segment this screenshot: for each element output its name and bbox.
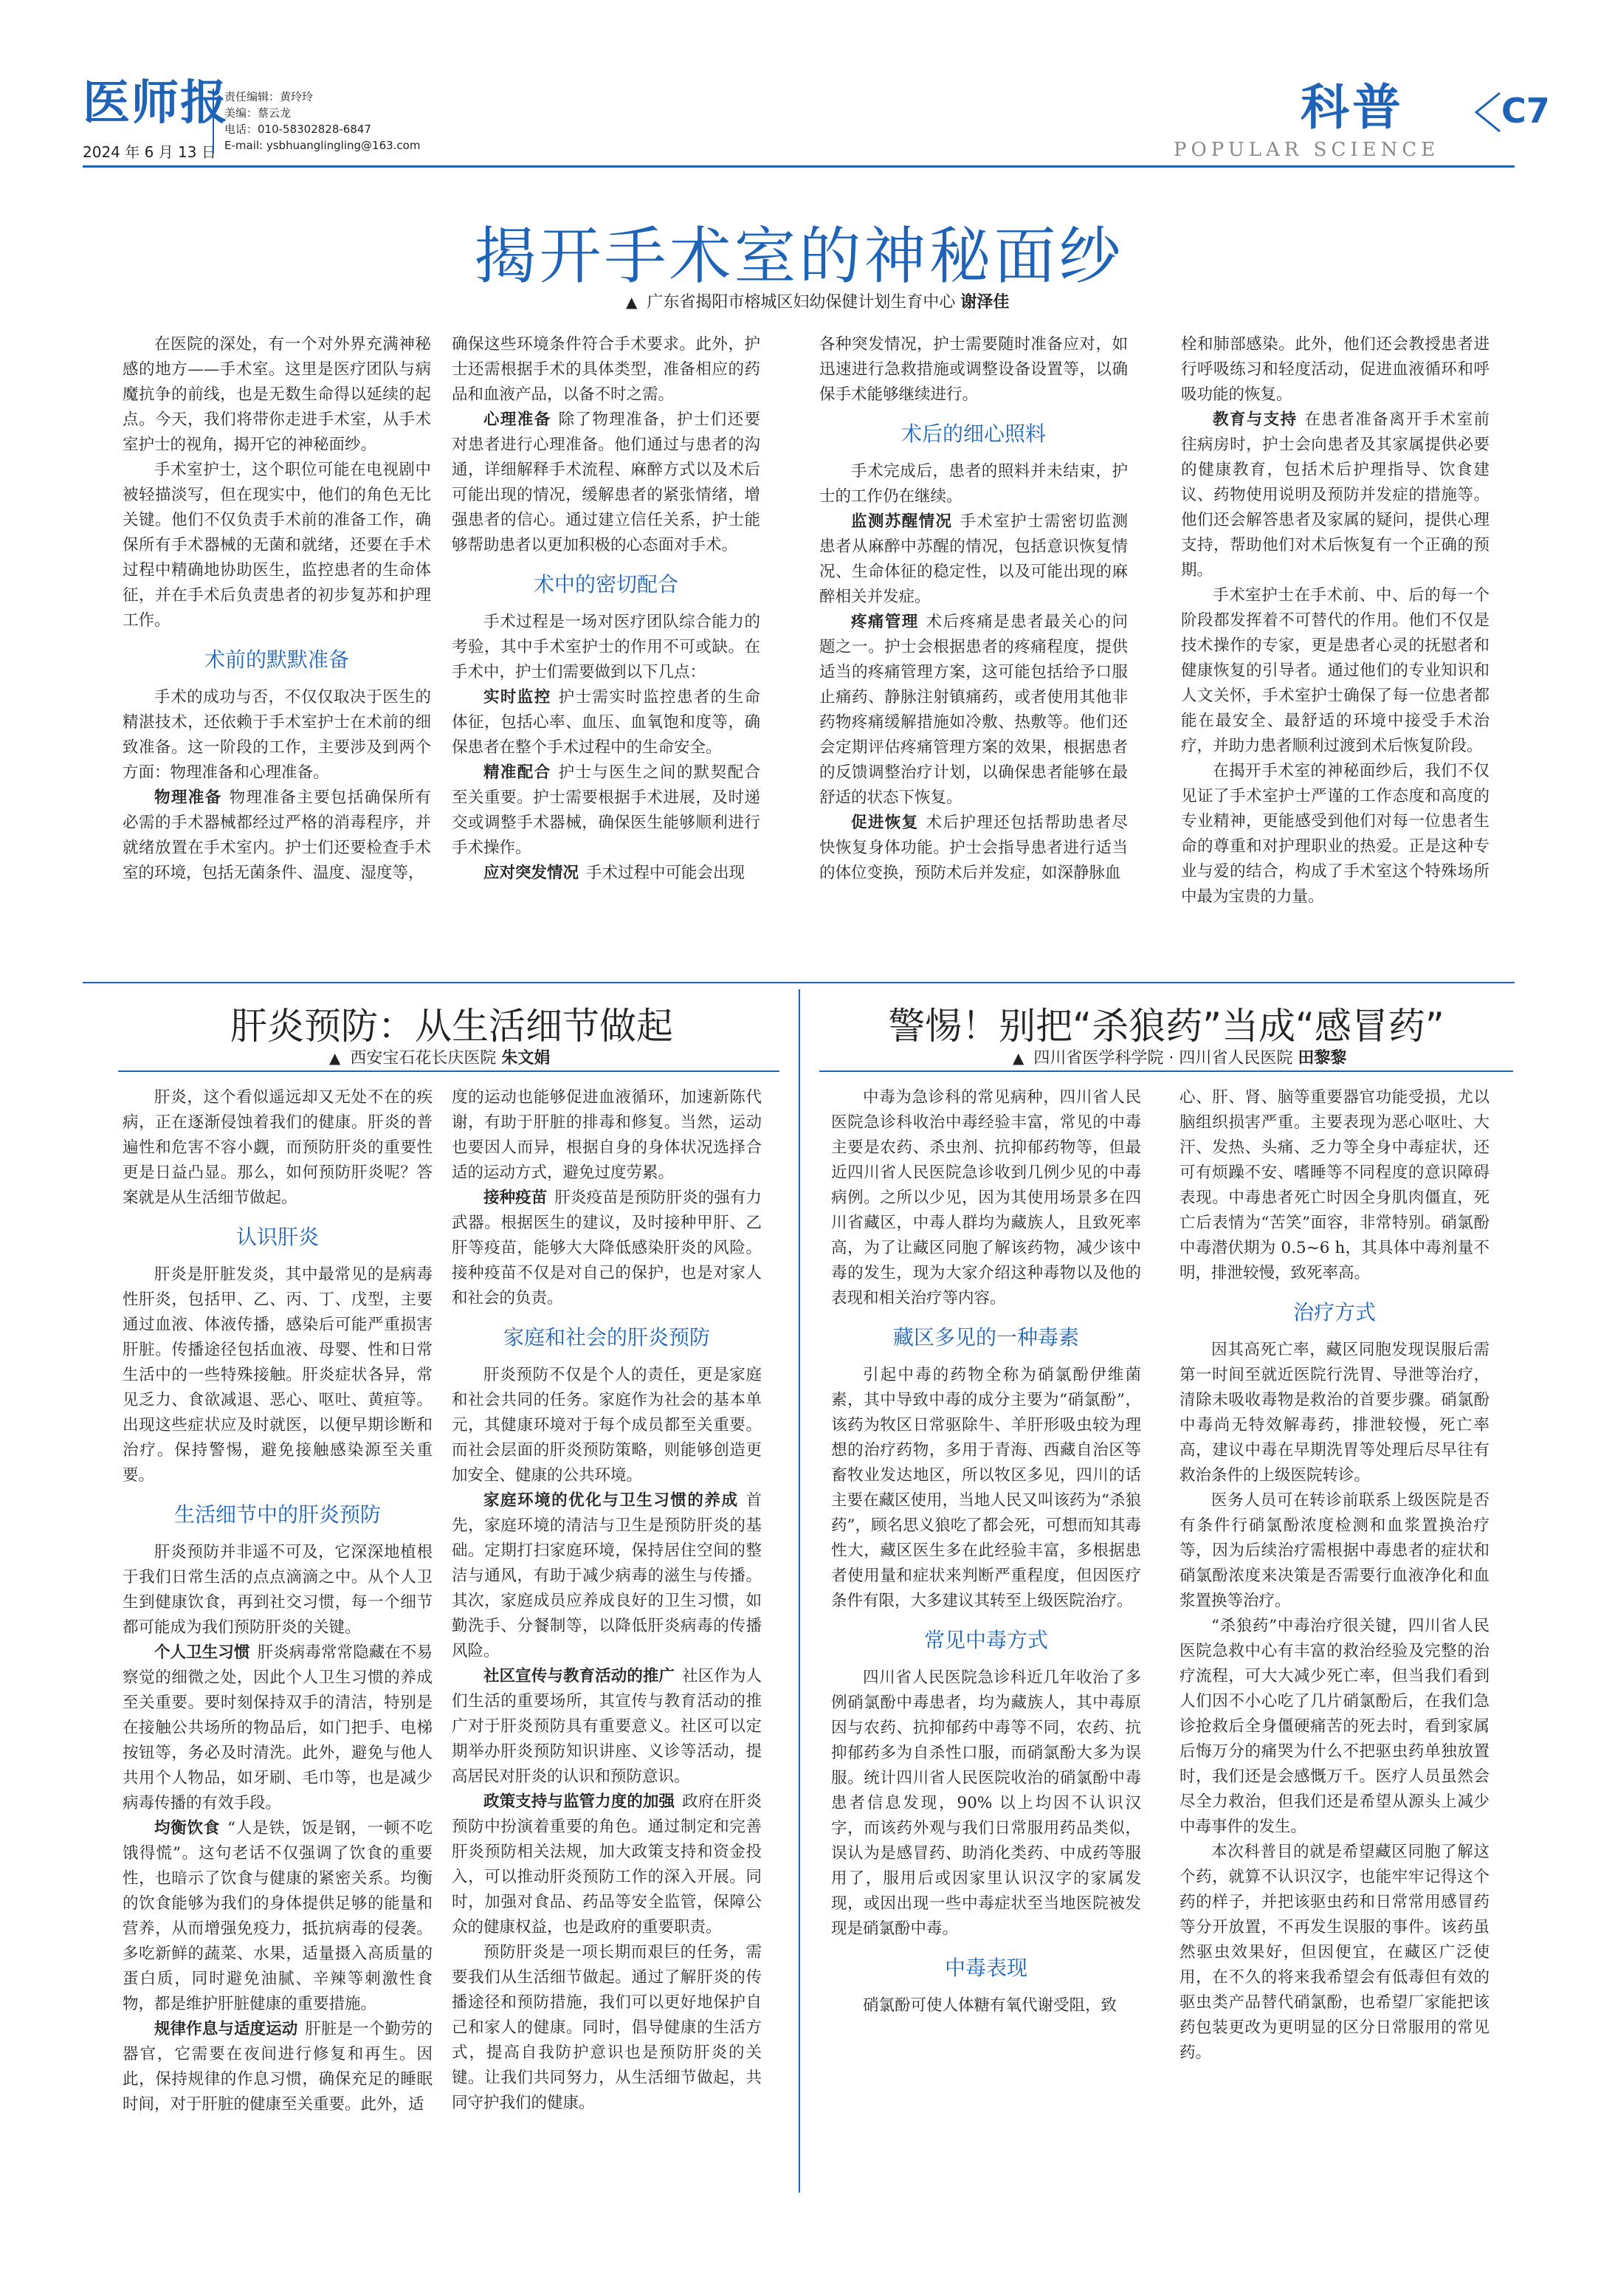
paragraph <box>819 459 1128 509</box>
lead-in: 规律作息与适度运动 <box>154 2020 298 2038</box>
lead-in: 监测苏醒情况 <box>851 512 953 531</box>
section-name: 科普 <box>1301 79 1404 136</box>
paragraph <box>452 408 760 558</box>
paragraph-text: 度的运动也能够促进血液循环，加速新陈代谢，有助于肝脏的排毒和修复。当然，运动也要因人而异，根据自身的身体状况选择合适的运动方式，避免过度劳累。 <box>452 1088 762 1182</box>
paragraph-text: 栓和肺部感染。此外，他们还会教授患者进行呼吸练习和轻度活动，促进血液循环和呼吸功能的恢复。 <box>1181 335 1489 404</box>
paragraph <box>452 1940 762 2116</box>
paragraph-text: 四川省人民医院急诊科近几年收治了多例硝氯酚中毒患者，均为藏族人，其中毒原因与农药、抗抑郁药中毒等不同，农药、抗抑郁药多为自杀性口服，而硝氯酚大多为误服。统计四川省人民医院收治的硝氯酚中毒患者信息发现，90% 以上均因不认识汉字，而该药外观与我们日常服用药品类似，误认为是感冒药、助消化类药、中成药等服用了，服用后或因家里认识汉字的家属发现，或因出现一些中毒症状至当地医院被发现是硝氯酚中毒。 <box>831 1668 1141 1938</box>
paragraph <box>123 2017 433 2117</box>
lead-in: 精准配合 <box>483 763 551 782</box>
paragraph-text: 各种突发情况，护士需要随时准备应对，如迅速进行急救措施或调整设备设置等，以确保手术能够继续进行。 <box>819 335 1128 404</box>
paragraph <box>819 811 1128 886</box>
section-name-en: POPULAR SCIENCE <box>1174 139 1440 161</box>
paragraph-text: 护士与医生之间的默契配合至关重要。护士需要根据手术进展，及时递交或调整手术器械，确保医生能够顺利进行手术操作。 <box>452 763 760 857</box>
paragraph <box>123 1816 433 2017</box>
paragraph-text: 心、肝、肾、脑等重要器官功能受损，尤以脑组织损害严重。主要表现为恶心呕吐、大汗、发热、头痛、乏力等全身中毒症状，还可有烦躁不安、嗜睡等不同程度的意识障碍表现。中毒患者死亡时因全身肌肉僵直，死亡后表情为“苦笑”面容，非常特别。硝氯酚中毒潜伏期为 0.5~6 h，其具体中毒剂量不明，排泄较慢，致死率高。 <box>1179 1088 1489 1282</box>
article3-column-2 <box>1179 1085 1489 2215</box>
paragraph-text: 肝炎预防并非遥不可及，它深深地植根于我们日常生活的点点滴滴之中。从个人卫生到健康饮食，再到社交习惯，每一个细节都可能成为我们预防肝炎的关键。 <box>123 1543 433 1637</box>
paragraph-text: 肝炎是肝脏发炎，其中最常见的是病毒性肝炎，包括甲、乙、丙、丁、戊型，主要通过血液、体液传播，感染后可能严重损害肝脏。传播途径包括血液、母婴、性和日常生活中的一些特殊接触。肝炎症状各异，常见乏力、食欲减退、恶心、呕吐、黄疸等。出现这些症状应及时就医，以便早期诊断和治疗。保持警惕，避免接触感染源至关重要。 <box>123 1265 433 1485</box>
paragraph <box>452 1363 762 1488</box>
paragraph <box>452 760 760 861</box>
paragraph-text: 中毒为急诊科的常见病种，四川省人民医院急诊科收治中毒经验丰富，常见的中毒主要是农药、杀虫剂、抗抑郁药物等，但最近四川省人民医院急诊收到几例少见的中毒病例。之所以少见，因为其使用场景多在四川省藏区，中毒人群均为藏族人，且致死率高，为了让藏区同胞了解该药物，减少该中毒的发生，现为大家介绍这种毒物以及他的表现和相关治疗等内容。 <box>831 1088 1141 1307</box>
paragraph-text: 社区作为人们生活的重要场所，其宣传与教育活动的推广对于肝炎预防具有重要意义。社区可以定期举办肝炎预防知识讲座、义诊等活动，提高居民对肝炎的认识和预防意识。 <box>452 1667 762 1786</box>
masthead <box>83 74 1550 162</box>
article1-byline <box>626 289 1009 312</box>
triangle-icon: ▲ <box>1013 1049 1024 1067</box>
page-number: C7 <box>1501 91 1550 131</box>
paragraph <box>831 1666 1141 1942</box>
lead-in: 物理准备 <box>154 788 222 807</box>
paragraph-text: “杀狼药”中毒治疗很关键，四川省人民医院急救中心有丰富的救治经验及完整的治疗流程，可大大减少死亡率，但当我们看到人们因不小心吃了几片硝氯酚后，在我们急诊抢救后全身僵硬痛苦的死去时，看到家属后悔万分的痛哭为什么不把驱虫药单独放置时，我们还是会感慨万千。医疗人员虽然会尽全力救治，但我们还是希望从源头上减少中毒事件的发生。 <box>1179 1617 1489 1836</box>
header-rule <box>83 165 1515 168</box>
paragraph <box>123 1640 433 1816</box>
lead-in: 疼痛管理 <box>851 613 919 631</box>
paragraph-text: 医务人员可在转诊前联系上级医院是否有条件行硝氯酚浓度检测和血浆置换治疗等，因为后续治疗需根据中毒患者的症状和硝氯酚浓度来决策是否需要行血液净化和血浆置换等治疗。 <box>1179 1491 1489 1610</box>
paragraph <box>123 685 431 786</box>
paragraph-text: 手术的成功与否，不仅仅取决于医生的精湛技术，还依赖于手术室护士在术前的细致准备。这一阶段的工作，主要涉及到两个方面：物理准备和心理准备。 <box>123 688 431 782</box>
paragraph-text: 手术室护士，这个职位可能在电视剧中被轻描淡写，但在现实中，他们的角色无比关键。他们不仅负责手术前的准备工作，确保所有手术器械的无菌和就绪，还要在手术过程中精确地协助医生，监控患者的生命体征，并在手术后负责患者的初步复苏和护理工作。 <box>123 461 431 630</box>
article2-byline <box>329 1045 550 1068</box>
paragraph <box>452 861 760 886</box>
article2-column-2 <box>452 1085 762 2215</box>
paragraph-text: 护士需实时监控患者的生命体征，包括心率、血压、血氧饱和度等，确保患者在整个手术过程中的生命安全。 <box>452 688 760 757</box>
paragraph <box>1179 1338 1489 1488</box>
paragraph <box>831 1085 1141 1311</box>
paragraph <box>452 685 760 760</box>
paragraph <box>1181 408 1489 583</box>
paragraph <box>452 610 760 685</box>
paragraph <box>123 458 431 633</box>
byline-org: 广东省揭阳市榕城区妇幼保健计划生育中心 <box>647 293 956 312</box>
byline-org: 西安宝石花长庆医院 <box>350 1049 497 1068</box>
paragraph-text: 引起中毒的药物全称为硝氯酚伊维菌素，其中导致中毒的成分主要为“硝氯酚”，该药为牧区日常驱除牛、羊肝形吸虫较为理想的治疗药物，多用于青海、西藏自治区等畜牧业发达地区，所以牧区多见，四川的话主要在藏区使用，当地人民又叫该药为“杀狼药”，顾名思义狼吃了都会死，可想而知其毒性大，藏区医生多在此经验丰富，多根据患者使用量和症状来判断严重程度，但因医疗条件有限，大多建议其转至上级医院治疗。 <box>831 1366 1141 1610</box>
paragraph <box>123 1262 433 1488</box>
article1-column-3 <box>819 332 1128 982</box>
paragraph-text: 肝炎，这个看似遥远却又无处不在的疾病，正在逐渐侵蚀着我们的健康。肝炎的普遍性和危害不容小觑，而预防肝炎的重要性更是日益凸显。那么，如何预防肝炎呢？答案就是从生活细节做起。 <box>123 1088 433 1207</box>
article3-column-1 <box>831 1085 1141 2215</box>
paragraph-text: 手术过程是一场对医疗团队综合能力的考验，其中手术室护士的作用不可或缺。在手术中，护士们需要做到以下几点： <box>452 613 760 681</box>
paragraph <box>452 1186 762 1311</box>
subheading: 治疗方式 <box>1292 1300 1376 1324</box>
paragraph-text: 确保这些环境条件符合手术要求。此外，护士还需根据手术的具体类型，准备相应的药品和血液产品，以备不时之需。 <box>452 335 760 404</box>
subheading: 生活细节中的肝炎预防 <box>173 1502 381 1527</box>
column-divider <box>799 989 800 2193</box>
paragraph-text: 肝炎预防不仅是个人的责任，更是家庭和社会共同的任务。家庭作为社会的基本单元，其健康环境对于每个成员都至关重要。而社会层面的肝炎预防策略，则能够创造更加安全、健康的公共环境。 <box>452 1366 762 1485</box>
paragraph-text: 肝炎疫苗是预防肝炎的强有力武器。根据医生的建议，及时接种甲肝、乙肝等疫苗，能够大大降低感染肝炎的风险。接种疫苗不仅是对自己的保护，也是对家人和社会的负责。 <box>452 1189 762 1307</box>
article1-column-2 <box>452 332 760 982</box>
byline-org: 四川省医学科学院 · 四川省人民医院 <box>1033 1049 1293 1068</box>
paragraph <box>819 332 1128 408</box>
subheading: 术前的默默准备 <box>204 647 349 672</box>
paragraph <box>1181 332 1489 408</box>
paragraph-text: 在医院的深处，有一个对外界充满神秘感的地方——手术室。这里是医疗团队与病魔抗争的前线，也是无数生命得以延续的起点。今天，我们将带你走进手术室，从手术室护士的视角，揭开它的神秘面纱。 <box>123 335 431 454</box>
paragraph <box>1179 1488 1489 1614</box>
lead-in: 家庭环境的优化与卫生习惯的养成 <box>483 1491 739 1510</box>
paragraph <box>452 1664 762 1790</box>
paragraph-text: 手术完成后，患者的照料并未结束，护士的工作仍在继续。 <box>819 462 1128 506</box>
byline-author: 田黎黎 <box>1298 1049 1347 1068</box>
editor-info <box>213 89 420 154</box>
triangle-icon: ▲ <box>626 293 638 311</box>
byline-author: 谢泽佳 <box>960 293 1010 312</box>
paragraph <box>819 509 1128 610</box>
lead-in: 实时监控 <box>483 688 551 707</box>
paragraph <box>452 1488 762 1664</box>
paragraph-text: 物理准备主要包括确保所有必需的手术器械都经过严格的消毒程序，并就绪放置在手术室内。护士们还要检查手术室的环境，包括无菌条件、温度、湿度等， <box>123 788 431 882</box>
paragraph-text: 在患者准备离开手术室前往病房时，护士会向患者及其家属提供必要的健康教育，包括术后护理指导、饮食建议、药物使用说明及预防并发症的措施等。他们还会解答患者及家属的疑问，提供心理支持，帮助他们对术后恢复有一个正确的预期。 <box>1181 410 1489 580</box>
paragraph-text: 手术室护士在手术前、中、后的每一个阶段都发挥着不可替代的作用。他们不仅是技术操作的专家，更是患者心灵的抚慰者和健康恢复的引导者。通过他们的专业知识和人文关怀，手术室护士确保了每一位患者都能在最安全、最舒适的环境中接受手术治疗，并助力患者顺利过渡到术后恢复阶段。 <box>1181 586 1489 755</box>
subheading: 常见中毒方式 <box>923 1628 1048 1652</box>
lead-in: 应对突发情况 <box>483 864 579 882</box>
paragraph-text: 预防肝炎是一项长期而艰巨的任务，需要我们从生活细节做起。通过了解肝炎的传播途径和预防措施，我们可以更好地保护自己和家人的健康。同时，倡导健康的生活方式，提高自我防护意识也是预防肝炎的关键。让我们共同努力，从生活细节做起，共同守护我们的健康。 <box>452 1943 762 2112</box>
lead-in: 个人卫生习惯 <box>154 1643 250 1662</box>
paragraph-text: 因其高死亡率，藏区同胞发现误服后需第一时间至就近医院行洗胃、导泄等治疗，清除未吸收毒物是救治的首要步骤。硝氯酚中毒尚无特效解毒药，排泄较慢，死亡率高，建议中毒在早期洗胃等处理后尽早往有救治条件的上级医院转诊。 <box>1179 1341 1489 1485</box>
email-line: E-mail: ysbhuanglingling@163.com <box>224 139 421 152</box>
paragraph <box>123 1085 433 1211</box>
article1-column-1 <box>123 332 431 982</box>
article3-title-rule <box>819 1070 1513 1072</box>
article1-column-4 <box>1181 332 1489 982</box>
newspaper-logo: 医师报 <box>83 76 229 131</box>
lead-in: 社区宣传与教育活动的推广 <box>483 1667 675 1685</box>
paragraph-text: 本次科普目的就是希望藏区同胞了解这个药，就算不认识汉字，也能牢牢记得这个药的样子，并把该驱虫药和日常常用感冒药等分开放置，不再发生误服的事件。该药虽然驱虫效果好，但因便宜，在藏区广泛使用，在不久的将来我希望会有低毒但有效的驱虫类产品替代硝氯酚，也希望厂家能把该药包装更改为更明显的区分日常服用的常见药。 <box>1179 1843 1489 2062</box>
phone-line: 电话：010-58302828-6847 <box>224 123 371 136</box>
article1-title: 揭开手术室的神秘面纱 <box>474 220 1124 292</box>
paragraph <box>452 1790 762 1940</box>
article3-title: 警惕！别把“杀狼药”当成“感冒药” <box>888 1005 1444 1048</box>
paragraph <box>1179 1085 1489 1286</box>
paragraph-text: 手术室护士需密切监测患者从麻醉中苏醒的情况，包括意识恢复情况、生命体征的稳定性，以及可能出现的麻醉相关并发症。 <box>819 512 1128 606</box>
subheading: 藏区多见的一种毒素 <box>892 1325 1079 1350</box>
article2-title: 肝炎预防：从生活细节做起 <box>230 1005 673 1048</box>
lead-in: 促进恢复 <box>851 814 919 832</box>
paragraph-text: 硝氯酚可使人体糖有氧代谢受阻，致 <box>863 1996 1117 2015</box>
lead-in: 教育与支持 <box>1213 410 1298 429</box>
article3-byline <box>1013 1045 1346 1068</box>
paragraph-text: 术后疼痛是患者最关心的问题之一。护士会根据患者的疼痛程度，提供适当的疼痛管理方案，这可能包括给予口服止痛药、静脉注射镇痛药，或者使用其他非药物疼痛缓解措施如冷敷、热敷等。他们还会定期评估疼痛管理方案的效果，根据患者的反馈调整治疗计划，以确保患者能够在最舒适的状态下恢复。 <box>819 613 1128 807</box>
paragraph-text: 肝炎病毒常常隐藏在不易察觉的细微之处，因此个人卫生习惯的养成至关重要。要时刻保持双手的清洁，特别是在接触公共场所的物品后，如门把手、电梯按钮等，务必及时清洗。此外，避免与他人共用个人物品，如牙刷、毛巾等，也是减少病毒传播的有效手段。 <box>123 1643 433 1812</box>
subheading: 术中的密切配合 <box>533 572 678 597</box>
paragraph <box>452 1085 762 1186</box>
paragraph <box>819 610 1128 811</box>
paragraph <box>1181 583 1489 759</box>
paragraph-text: 手术过程中可能会出现 <box>586 864 745 882</box>
subheading: 认识肝炎 <box>235 1225 319 1249</box>
lead-in: 接种疫苗 <box>483 1189 548 1207</box>
article2-title-rule <box>118 1070 779 1072</box>
paragraph-text: 术后护理还包括帮助患者尽快恢复身体功能。护士会指导患者进行适当的体位变换，预防术后并发症，如深静脉血 <box>819 814 1128 882</box>
editor-line: 责任编辑：黄玲玲 <box>224 90 314 103</box>
paragraph <box>123 1540 433 1640</box>
chevron-left-icon <box>1470 90 1504 134</box>
paragraph <box>452 332 760 408</box>
paragraph-text: 在揭开手术室的神秘面纱后，我们不仅见证了手术室护士严谨的工作态度和高度的专业精神，更能感受到他们对每一位患者生命的尊重和对护理职业的热爱。正是这种专业与爱的结合，构成了手术室这个特殊场所中最为宝贵的力量。 <box>1181 762 1489 906</box>
subheading: 中毒表现 <box>944 1956 1027 1980</box>
lead-in: 政策支持与监管力度的加强 <box>483 1793 675 1811</box>
paragraph-text: 首先，家庭环境的清洁与卫生是预防肝炎的基础。定期打扫家庭环境，保持居住空间的整洁与通风，有助于减少病毒的滋生与传播。其次，家庭成员应养成良好的卫生习惯，如勤洗手、分餐制等，以降低肝炎病毒的传播风险。 <box>452 1491 762 1660</box>
article2-column-1 <box>123 1085 433 2215</box>
paragraph <box>831 1993 1141 2018</box>
paragraph <box>1179 1840 1489 2066</box>
paragraph-text: 除了物理准备，护士们还要对患者进行心理准备。他们通过与患者的沟通，详细解释手术流程、麻醉方式以及术后可能出现的情况，缓解患者的紧张情绪，增强患者的信心。通过建立信任关系，护士能够帮助患者以更加积极的心态面对手术。 <box>452 410 760 554</box>
byline-author: 朱文娟 <box>501 1049 551 1068</box>
section-divider <box>83 982 1515 983</box>
subheading: 术后的细心照料 <box>900 422 1046 446</box>
lead-in: 心理准备 <box>483 410 551 429</box>
lead-in: 均衡饮食 <box>154 1819 220 1838</box>
paragraph-text: “人是铁，饭是钢，一顿不吃饿得慌”。这句老话不仅强调了饮食的重要性，也暗示了饮食与健康的紧密关系。均衡的饮食能够为我们的身体提供足够的能量和营养，从而增强免疫力，抵抗病毒的侵袭。多吃新鲜的蔬菜、水果，适量摄入高质量的蛋白质，同时避免油腻、辛辣等刺激性食物，都是维护肝脏健康的重要措施。 <box>123 1819 433 2013</box>
paragraph <box>1179 1614 1489 1840</box>
subheading: 家庭和社会的肝炎预防 <box>503 1325 710 1350</box>
paragraph-text: 肝脏是一个勤劳的器官，它需要在夜间进行修复和再生。因此，保持规律的作息习惯，确保充足的睡眠时间，对于肝脏的健康至关重要。此外，适 <box>123 2020 433 2114</box>
paragraph-text: 政府在肝炎预防中扮演着重要的角色。通过制定和完善肝炎预防相关法规，加大政策支持和资金投入，可以推动肝炎预防工作的深入开展。同时，加强对食品、药品等安全监管，保障公众的健康权益，也是政府的重要职责。 <box>452 1793 762 1936</box>
triangle-icon: ▲ <box>329 1049 341 1067</box>
paragraph <box>1181 759 1489 910</box>
paragraph <box>831 1363 1141 1614</box>
designer-line: 美编：蔡云龙 <box>224 106 292 120</box>
issue-date: 2024 年 6 月 13 日 <box>83 143 216 161</box>
paragraph <box>123 332 431 458</box>
paragraph <box>123 786 431 886</box>
